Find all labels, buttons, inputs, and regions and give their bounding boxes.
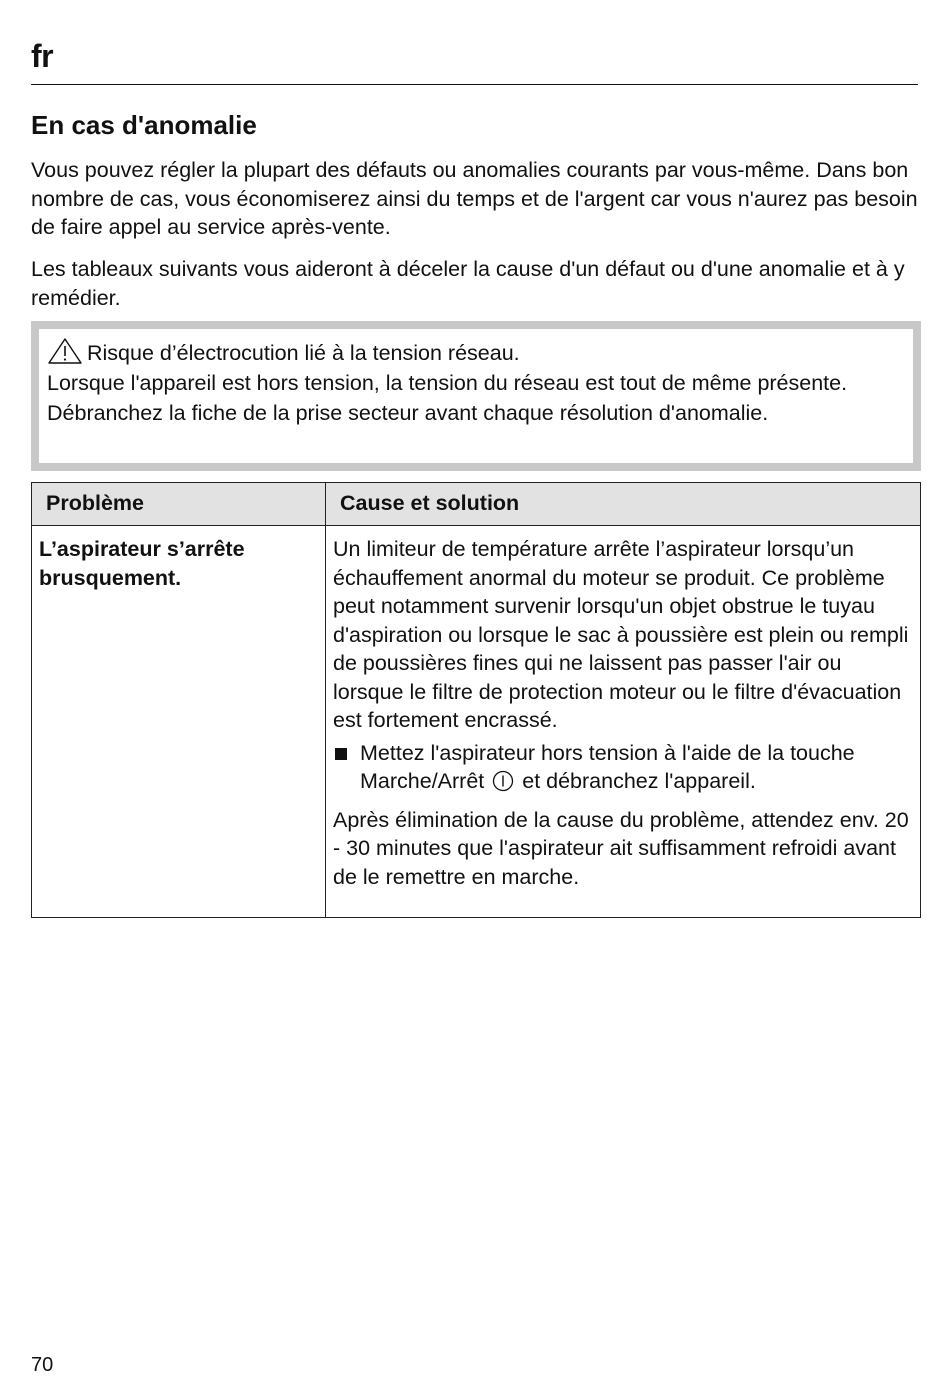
language-code: fr <box>31 38 54 74</box>
table-column-divider <box>325 483 326 917</box>
page-number: 70 <box>31 1354 54 1376</box>
warning-line-2: Lorsque l'appareil est hors tension, la tension du réseau est tout de même présente. <box>47 371 848 395</box>
solution-bullet <box>333 739 911 796</box>
warning-heading: Risque d’électrocution lié à la tension réseau. <box>87 341 520 365</box>
troubleshooting-table <box>31 482 921 918</box>
cause-paragraph: Un limiteur de température arrête l’aspirateur lorsqu’un échauffement anormal du moteur se produit. Ce problème peut notamment survenir lorsqu'un objet obstrue le tuyau d'aspiration ou lorsque le sac à poussière est plein ou rempli de poussières fines qui ne laissent pas passer l'air ou lorsque le filtre de protection moteur ou le filtre d'évacuation est fortement encrassé. <box>333 537 909 732</box>
warning-triangle-icon <box>47 337 83 365</box>
table-cell-problem: L’aspirateur s’arrête brusquement. <box>39 537 245 590</box>
after-paragraph: Après élimination de la cause du problème, attendez env. 20 - 30 minutes que l'aspirateur ait suffisamment refroidi avant de le remettre en marche. <box>333 807 909 889</box>
intro-paragraph-1: Vous pouvez régler la plupart des défauts ou anomalies courants par vous-même. Dans bon nombre de cas, vous économiserez ainsi du temps et de l'argent car vous n'aurez pas besoin de faire appel au service après-vente. <box>31 158 918 239</box>
table-header-row <box>32 483 920 526</box>
bullet-square-icon <box>335 748 347 760</box>
bullet-text-start: Mettez l'aspirateur hors tension à l'aide de la touche Marche/Arrêt <box>360 740 855 793</box>
warning-heading-line <box>47 337 913 368</box>
warning-line-3: Débranchez la fiche de la prise secteur avant chaque résolution d'anomalie. <box>47 401 769 425</box>
header-rule <box>31 84 918 85</box>
page-title: En cas d'anomalie <box>31 110 257 140</box>
warning-box <box>31 321 921 471</box>
power-icon <box>492 770 514 792</box>
intro-paragraph-2: Les tableaux suivants vous aideront à déceler la cause d'un défaut ou d'une anomalie et à y remédier. <box>31 257 905 310</box>
table-header-cause: Cause et solution <box>340 491 520 515</box>
table-cell-cause-solution <box>333 535 911 891</box>
bullet-text-end: et débranchez l'appareil. <box>522 769 756 793</box>
table-header-problem: Problème <box>46 491 144 515</box>
warning-content <box>39 329 913 463</box>
